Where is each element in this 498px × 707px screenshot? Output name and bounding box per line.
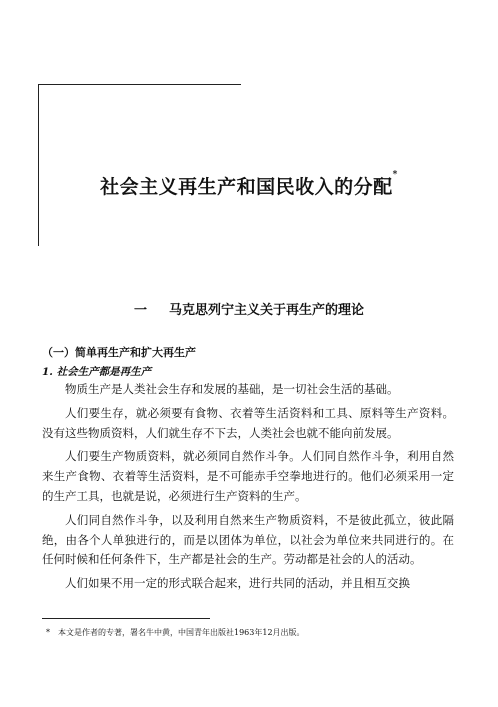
chapter-title-text: 社会主义再生产和国民收入的分配 [100, 176, 393, 198]
footnote-mark: * [46, 628, 50, 637]
section-title-text: 马克思列宁主义关于再生产的理论 [169, 303, 365, 318]
chapter-title [0, 172, 498, 199]
paragraph: 物质生产是人类社会生存和发展的基础，是一切社会生活的基础。 [65, 382, 399, 396]
body-text [42, 380, 454, 598]
paragraph: 人们要生存，就必须要有食物、衣着等生活资料和工具、原料等生产资料。没有这些物质资料，人们就生存不下去，人类社会也就不能向前发展。 [42, 405, 454, 440]
title-frame-top-rule [38, 84, 241, 85]
chapter-title-footnote-mark: * [392, 170, 398, 180]
footnote [46, 627, 305, 638]
footnote-text: 本文是作者的专著，署名牛中黄，中国青年出版社1963年12月出版。 [58, 628, 305, 637]
title-frame-left-rule [38, 84, 39, 246]
section-title [0, 299, 498, 318]
sub-subsection-title: 1. 社会生产都是再生产 [42, 366, 152, 378]
section-number: 一 [133, 303, 147, 318]
paragraph: 人们如果不用一定的形式联合起来，进行共同的活动，并且相互交换 [65, 576, 410, 591]
paragraph: 人们同自然作斗争，以及利用自然来生产物质资料，不是彼此孤立，彼此隔绝，由各个人单独进行的，而是以团体为单位，以社会为单位来共同进行的。在任何时候和任何条件下，生产都是社会的生产。劳动都是社会的人的活动。 [42, 512, 454, 567]
footnote-rule [42, 618, 210, 619]
subsection-title: （一）简单再生产和扩大再生产 [42, 346, 196, 359]
paragraph: 人们要生产物质资料，就必须同自然作斗争。人们同自然作斗争，利用自然来生产食物、衣着等生活资料，是不可能赤手空拳地进行的。他们必须采用一定的生产工具，也就是说，必须进行生产资料的生产。 [42, 449, 454, 503]
